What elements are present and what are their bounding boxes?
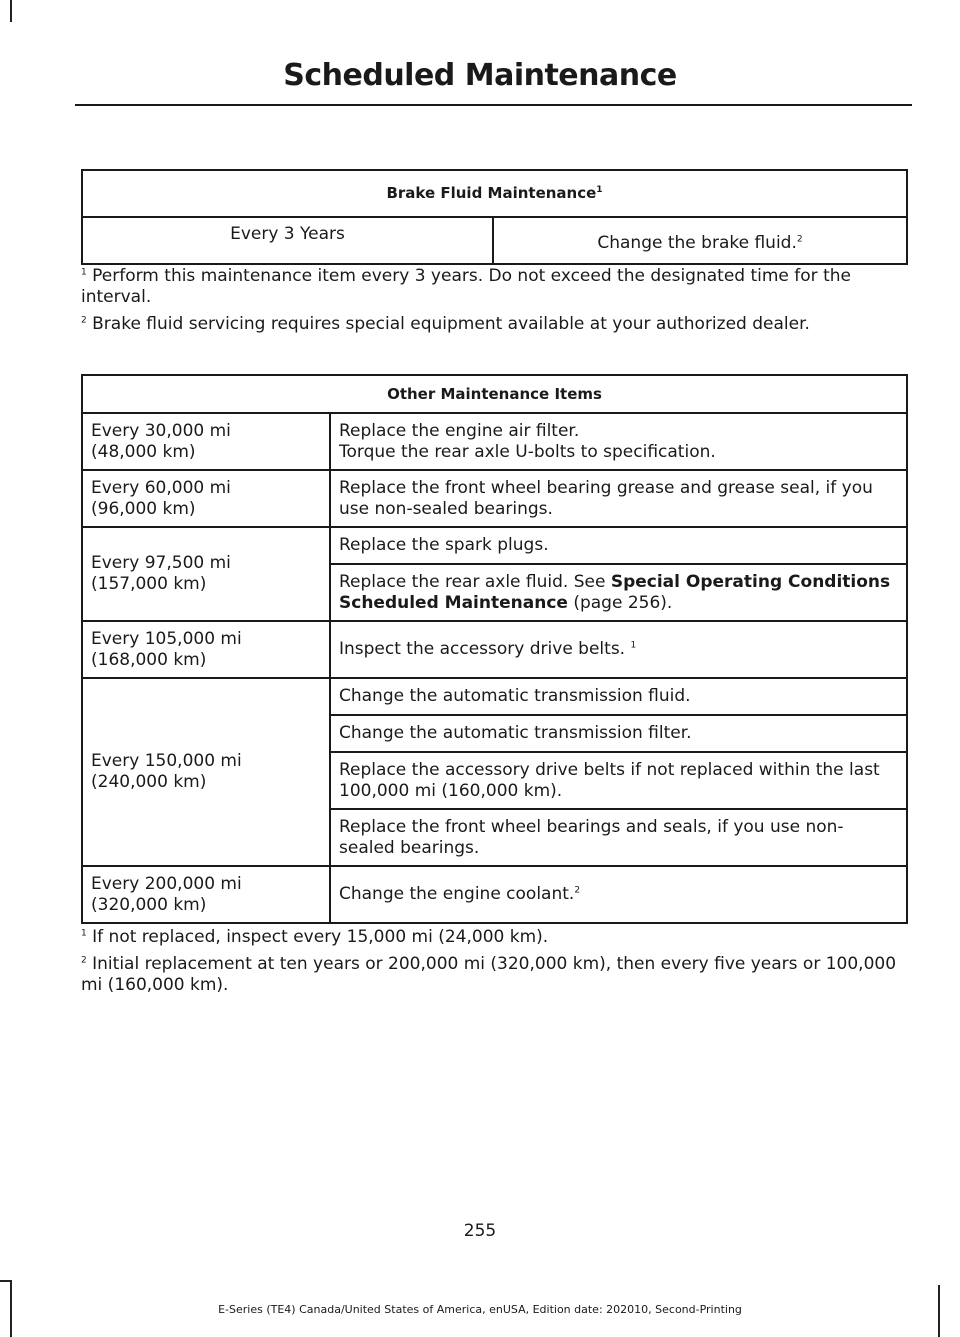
other-maintenance-table (81, 374, 908, 924)
title-rule (75, 104, 912, 106)
table-row (82, 413, 907, 470)
task-cell (330, 866, 907, 923)
footnote (81, 954, 906, 996)
interval-cell (82, 678, 330, 866)
interval-miles: Every 200,000 mi (91, 873, 242, 894)
task-cell (493, 217, 907, 264)
cross-reference-link[interactable]: Special Operating Conditions Scheduled Maintenance (339, 571, 891, 613)
table-row (82, 866, 907, 923)
task-cell (330, 470, 907, 527)
interval-km: (48,000 km) (91, 441, 196, 462)
table-row (82, 470, 907, 527)
footnote-mark: 1 (81, 928, 87, 939)
footnote-text: If not replaced, inspect every 15,000 mi (24,000 km). (92, 927, 549, 947)
task-text: Replace the spark plugs. (339, 535, 549, 555)
interval-cell (82, 527, 330, 621)
other-table-header: Other Maintenance Items (82, 375, 907, 413)
interval-km: (157,000 km) (91, 574, 207, 594)
interval-miles: Every 60,000 mi (91, 477, 231, 498)
footnote-ref: 1 (630, 640, 637, 651)
task-cell (330, 413, 907, 470)
footnote-ref: 1 (596, 185, 603, 195)
interval-km: (96,000 km) (91, 498, 196, 519)
task-cell (330, 752, 907, 809)
footnote-text: Perform this maintenance item every 3 years. Do not exceed the designated time for the interval. (81, 266, 851, 307)
task-cell (330, 809, 907, 866)
task-cell (330, 621, 907, 678)
task-cell (330, 715, 907, 752)
brake-footnotes (81, 266, 906, 341)
interval-cell (82, 413, 330, 470)
table-row (82, 678, 907, 715)
task-text: Change the automatic transmission fluid. (339, 686, 691, 706)
interval-miles: Every 30,000 mi (91, 420, 231, 441)
page-title: Scheduled Maintenance (283, 58, 677, 93)
page-reference: (page 256). (567, 592, 673, 613)
interval-miles: Every 150,000 mi (91, 751, 242, 771)
footnote (81, 927, 906, 948)
task-text: Replace the rear axle fluid. See (339, 571, 611, 592)
page-footer: E-Series (TE4) Canada/United States of America, enUSA, Edition date: 202010, Second-Printing (218, 1303, 742, 1316)
page-number: 255 (463, 1221, 497, 1241)
interval-km: (240,000 km) (91, 772, 207, 792)
brake-fluid-table (81, 169, 908, 265)
task-text: Replace the front wheel bearings and seals, if you use non-sealed bearings. (339, 816, 844, 858)
task-text: Replace the engine air filter. (339, 420, 580, 441)
interval-miles: Every 97,500 mi (91, 553, 231, 573)
footnote-mark: 1 (81, 267, 87, 278)
interval-text: Every 3 Years (230, 224, 345, 244)
footnote-ref: 2 (796, 233, 803, 244)
other-footnotes (81, 927, 906, 1002)
task-cell (330, 678, 907, 715)
crop-mark-top-left (10, 0, 12, 22)
footnote-text: Brake fluid servicing requires special equipment available at your authorized dealer. (92, 314, 810, 334)
interval-km: (320,000 km) (91, 894, 207, 915)
table-row (82, 527, 907, 564)
interval-cell (82, 217, 493, 264)
crop-mark-bottom-left-h (0, 1280, 12, 1282)
task-cell (330, 527, 907, 564)
task-text: Change the automatic transmission filter. (339, 723, 692, 743)
table-row (82, 621, 907, 678)
task-text: Change the brake fluid. (597, 232, 797, 253)
interval-cell (82, 866, 330, 923)
footnote-mark: 2 (81, 315, 87, 326)
task-text: Change the engine coolant. (339, 884, 575, 904)
footnote-text: Initial replacement at ten years or 200,000 mi (320,000 km), then every five years or 100,000 mi (160,000 km). (81, 954, 897, 995)
task-text: Inspect the accessory drive belts. (339, 639, 631, 659)
footnote-ref: 2 (574, 885, 581, 896)
brake-table-header-text: Brake Fluid Maintenance (386, 184, 597, 202)
brake-table-header (82, 170, 907, 217)
interval-cell (82, 470, 330, 527)
table-row (82, 217, 907, 264)
interval-cell (82, 621, 330, 678)
task-text: Replace the accessory drive belts if not replaced within the last 100,000 mi (160,000 km). (339, 759, 880, 801)
interval-miles: Every 105,000 mi (91, 628, 242, 649)
footnote (81, 266, 906, 308)
interval-km: (168,000 km) (91, 649, 207, 670)
footnote (81, 314, 906, 335)
footnote-mark: 2 (81, 955, 87, 966)
task-text: Torque the rear axle U-bolts to specification. (339, 441, 716, 462)
task-text: Replace the front wheel bearing grease and grease seal, if you use non-sealed bearings. (339, 477, 873, 519)
task-cell (330, 564, 907, 621)
